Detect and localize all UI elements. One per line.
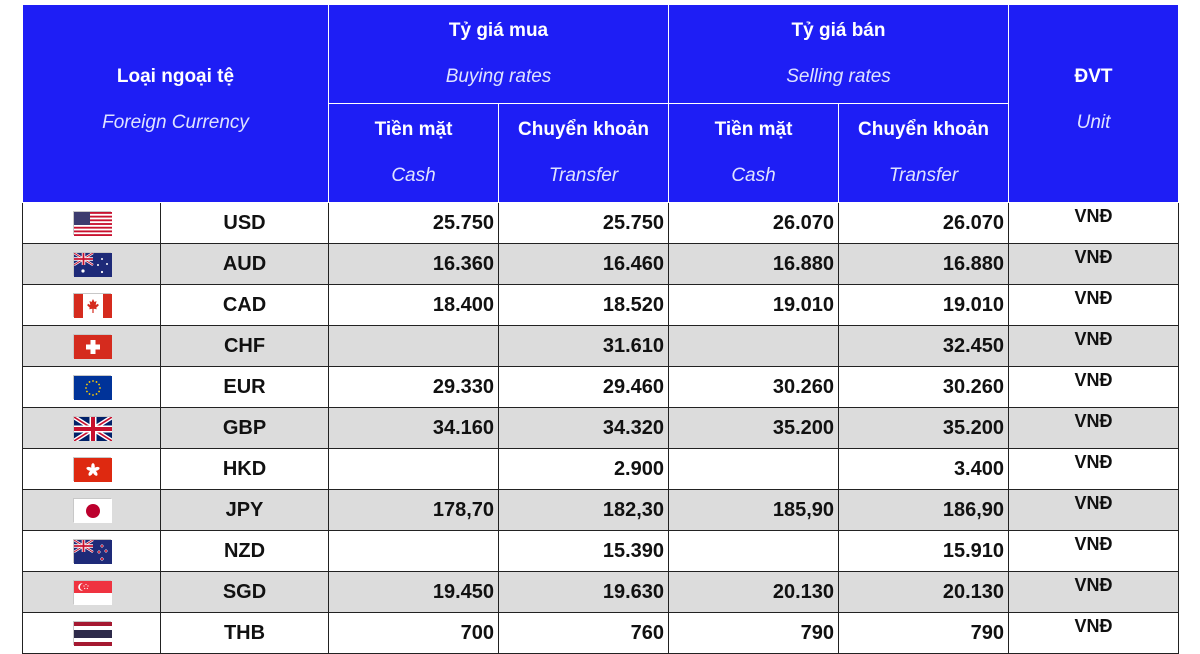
thailand-flag-icon xyxy=(73,621,111,645)
cash-header-en: Cash xyxy=(731,165,776,186)
currency-code: AUD xyxy=(161,244,329,285)
currency-code: HKD xyxy=(161,449,329,490)
rate-row-gbp xyxy=(23,408,1179,449)
unit-value: VNĐ xyxy=(1009,326,1179,367)
selling-transfer-header xyxy=(839,104,1009,203)
buy-cash-value: 16.360 xyxy=(329,244,499,285)
buy-transfer-value: 19.630 xyxy=(499,572,669,613)
unit-value: VNĐ xyxy=(1009,572,1179,613)
unit-value: VNĐ xyxy=(1009,244,1179,285)
cash-header-en: Cash xyxy=(391,165,436,186)
transfer-header-vi: Chuyển khoản xyxy=(518,119,649,140)
currency-code: NZD xyxy=(161,531,329,572)
selling-header-vi: Tỷ giá bán xyxy=(791,20,886,41)
flag-cell xyxy=(23,326,161,367)
sell-cash-value: 26.070 xyxy=(669,203,839,244)
currency-header-vi: Loại ngoại tệ xyxy=(116,65,235,87)
sell-transfer-value: 19.010 xyxy=(839,285,1009,326)
currency-code: USD xyxy=(161,203,329,244)
buy-transfer-value: 15.390 xyxy=(499,531,669,572)
currency-code: JPY xyxy=(161,490,329,531)
unit-value: VNĐ xyxy=(1009,613,1179,654)
unit-column-header xyxy=(1009,5,1179,203)
buy-transfer-value: 34.320 xyxy=(499,408,669,449)
rate-row-nzd xyxy=(23,531,1179,572)
buying-transfer-header xyxy=(499,104,669,203)
sell-cash-value: 790 xyxy=(669,613,839,654)
buy-cash-value xyxy=(329,449,499,490)
unit-value: VNĐ xyxy=(1009,490,1179,531)
currency-code: CHF xyxy=(161,326,329,367)
sell-cash-value: 35.200 xyxy=(669,408,839,449)
flag-cell xyxy=(23,572,161,613)
buying-cash-header xyxy=(329,104,499,203)
rate-rows xyxy=(23,203,1179,654)
sell-transfer-value: 30.260 xyxy=(839,367,1009,408)
sell-transfer-value: 35.200 xyxy=(839,408,1009,449)
selling-header-en: Selling rates xyxy=(786,66,891,87)
flag-cell xyxy=(23,408,161,449)
new-zealand-flag-icon xyxy=(73,539,111,563)
flag-cell xyxy=(23,449,161,490)
unit-header-en: Unit xyxy=(1076,111,1111,133)
unit-header-vi: ĐVT xyxy=(1074,65,1113,87)
buy-cash-value: 700 xyxy=(329,613,499,654)
flag-cell xyxy=(23,490,161,531)
switzerland-flag-icon xyxy=(73,334,111,358)
buy-cash-value xyxy=(329,531,499,572)
buying-header-en: Buying rates xyxy=(445,66,552,87)
exchange-rate-table xyxy=(22,4,1179,654)
unit-value: VNĐ xyxy=(1009,531,1179,572)
sell-transfer-value: 26.070 xyxy=(839,203,1009,244)
cash-header-vi: Tiền mặt xyxy=(714,119,793,140)
sell-transfer-value: 20.130 xyxy=(839,572,1009,613)
buying-rates-header xyxy=(329,5,669,104)
buy-transfer-value: 182,30 xyxy=(499,490,669,531)
rate-row-jpy xyxy=(23,490,1179,531)
sell-cash-value: 30.260 xyxy=(669,367,839,408)
buy-cash-value: 19.450 xyxy=(329,572,499,613)
buy-transfer-value: 760 xyxy=(499,613,669,654)
currency-code: GBP xyxy=(161,408,329,449)
canada-flag-icon xyxy=(73,293,111,317)
rate-row-usd xyxy=(23,203,1179,244)
unit-value: VNĐ xyxy=(1009,203,1179,244)
unit-value: VNĐ xyxy=(1009,449,1179,490)
sell-cash-value: 185,90 xyxy=(669,490,839,531)
sell-cash-value: 20.130 xyxy=(669,572,839,613)
unit-value: VNĐ xyxy=(1009,285,1179,326)
buy-cash-value xyxy=(329,326,499,367)
currency-column-header xyxy=(23,5,329,203)
currency-header-en: Foreign Currency xyxy=(102,111,249,133)
buying-header-vi: Tỷ giá mua xyxy=(448,20,549,41)
buy-transfer-value: 2.900 xyxy=(499,449,669,490)
sell-cash-value: 16.880 xyxy=(669,244,839,285)
rate-row-thb xyxy=(23,613,1179,654)
sell-transfer-value: 32.450 xyxy=(839,326,1009,367)
transfer-header-en: Transfer xyxy=(888,165,959,186)
rate-row-sgd xyxy=(23,572,1179,613)
buy-transfer-value: 29.460 xyxy=(499,367,669,408)
selling-rates-header xyxy=(669,5,1009,104)
flag-cell xyxy=(23,203,161,244)
sell-transfer-value: 186,90 xyxy=(839,490,1009,531)
flag-cell xyxy=(23,285,161,326)
japan-flag-icon xyxy=(73,498,111,522)
transfer-header-vi: Chuyển khoản xyxy=(858,119,989,140)
buy-transfer-value: 31.610 xyxy=(499,326,669,367)
sell-transfer-value: 790 xyxy=(839,613,1009,654)
exchange-rate-board xyxy=(22,4,1178,654)
currency-code: EUR xyxy=(161,367,329,408)
buy-transfer-value: 25.750 xyxy=(499,203,669,244)
buy-cash-value: 29.330 xyxy=(329,367,499,408)
usa-flag-icon xyxy=(73,211,111,235)
buy-cash-value: 25.750 xyxy=(329,203,499,244)
buy-cash-value: 178,70 xyxy=(329,490,499,531)
transfer-header-en: Transfer xyxy=(548,165,619,186)
rate-row-eur xyxy=(23,367,1179,408)
uk-flag-icon xyxy=(73,416,111,440)
hong-kong-flag-icon xyxy=(73,457,111,481)
buy-transfer-value: 16.460 xyxy=(499,244,669,285)
rate-row-cad xyxy=(23,285,1179,326)
rate-row-chf xyxy=(23,326,1179,367)
buy-cash-value: 18.400 xyxy=(329,285,499,326)
buy-transfer-value: 18.520 xyxy=(499,285,669,326)
sell-transfer-value: 16.880 xyxy=(839,244,1009,285)
selling-cash-header xyxy=(669,104,839,203)
sell-cash-value xyxy=(669,326,839,367)
rate-row-hkd xyxy=(23,449,1179,490)
currency-code: SGD xyxy=(161,572,329,613)
flag-cell xyxy=(23,531,161,572)
singapore-flag-icon xyxy=(73,580,111,604)
flag-cell xyxy=(23,367,161,408)
flag-cell xyxy=(23,613,161,654)
eu-flag-icon xyxy=(73,375,111,399)
australia-flag-icon xyxy=(73,252,111,276)
sell-cash-value: 19.010 xyxy=(669,285,839,326)
sell-cash-value xyxy=(669,531,839,572)
sell-cash-value xyxy=(669,449,839,490)
currency-code: CAD xyxy=(161,285,329,326)
sell-transfer-value: 15.910 xyxy=(839,531,1009,572)
rate-row-aud xyxy=(23,244,1179,285)
buy-cash-value: 34.160 xyxy=(329,408,499,449)
cash-header-vi: Tiền mặt xyxy=(374,119,453,140)
sell-transfer-value: 3.400 xyxy=(839,449,1009,490)
flag-cell xyxy=(23,244,161,285)
currency-code: THB xyxy=(161,613,329,654)
unit-value: VNĐ xyxy=(1009,408,1179,449)
unit-value: VNĐ xyxy=(1009,367,1179,408)
